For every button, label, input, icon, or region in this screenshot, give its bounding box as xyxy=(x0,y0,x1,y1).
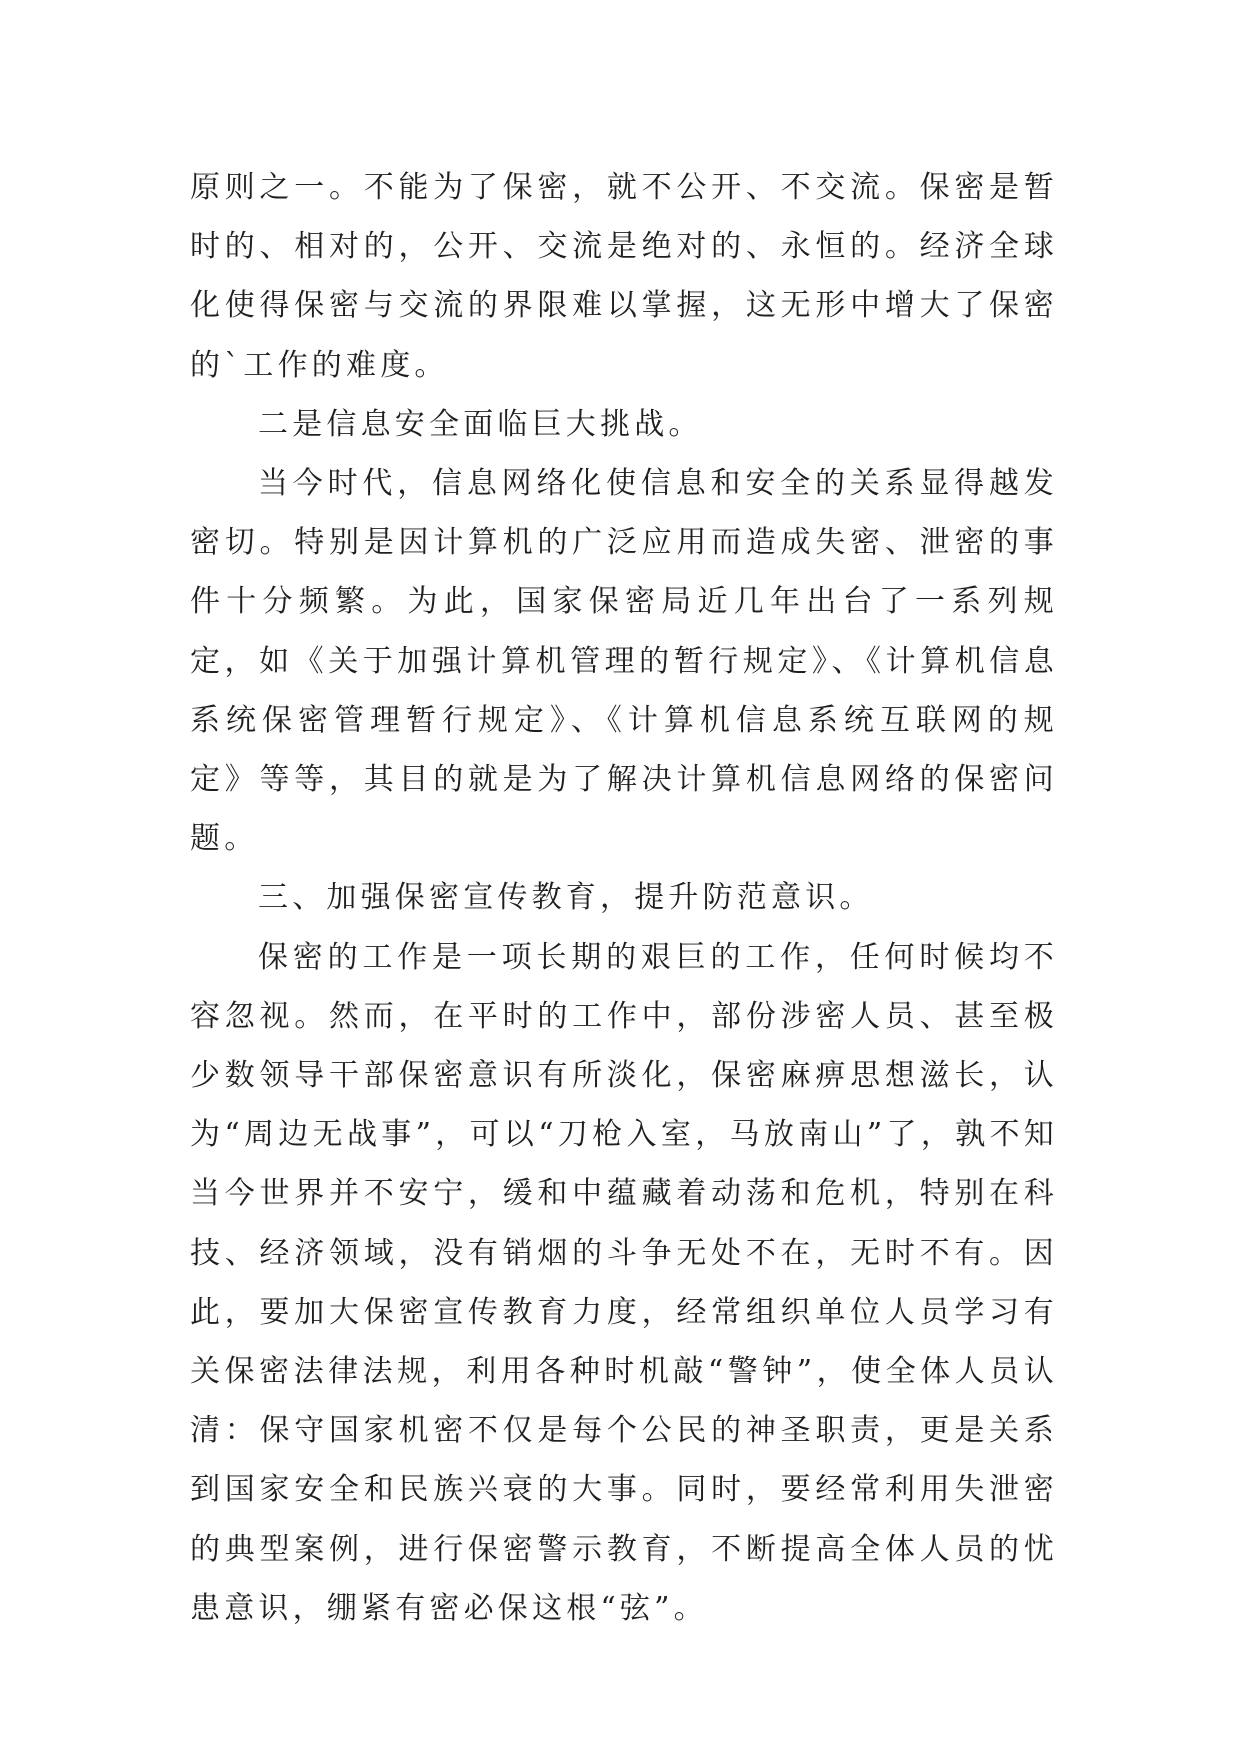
paragraph-3: 当今时代，信息网络化使信息和安全的关系显得越发密切。特别是因计算机的广泛应用而造成失密、泄密的事件十分频繁。为此，国家保密局近几年出台了一系列规定，如《关于加强计算机管理的暂行规定》、《计算机信息系统保密管理暂行规定》、《计算机信息系统互联网的规定》等等，其目的就是为了解决计算机信息网络的保密问题。 xyxy=(190,466,1058,857)
paragraph-1: 原则之一。不能为了保密，就不公开、不交流。保密是暂时的、相对的，公开、交流是绝对的、永恒的。经济全球化使得保密与交流的界限难以掌握，这无形中增大了保密的`工作的难度。 xyxy=(190,170,1058,383)
document-body xyxy=(190,158,1058,1638)
paragraph-2: 二是信息安全面临巨大挑战。 xyxy=(258,406,703,442)
paragraph-5: 保密的工作是一项长期的艰巨的工作，任何时候均不容忽视。然而，在平时的工作中，部份涉密人员、甚至极少数领导干部保密意识有所淡化，保密麻痹思想滋长，认为“周边无战事”，可以“刀枪入室，马放南山”了，孰不知当今世界并不安宁，缓和中蕴藏着动荡和危机，特别在科技、经济领域，没有销烟的斗争无处不在，无时不有。因此，要加大保密宣传教育力度，经常组织单位人员学习有关保密法律法规，利用各种时机敲“警钟”，使全体人员认清：保守国家机密不仅是每个公民的神圣职责，更是关系到国家安全和民族兴衰的大事。同时，要经常利用失泄密的典型案例，进行保密警示教育，不断提高全体人员的忧患意识，绷紧有密必保这根“弦”。 xyxy=(190,939,1058,1626)
paragraph-4: 三、加强保密宣传教育，提升防范意识。 xyxy=(258,880,874,916)
